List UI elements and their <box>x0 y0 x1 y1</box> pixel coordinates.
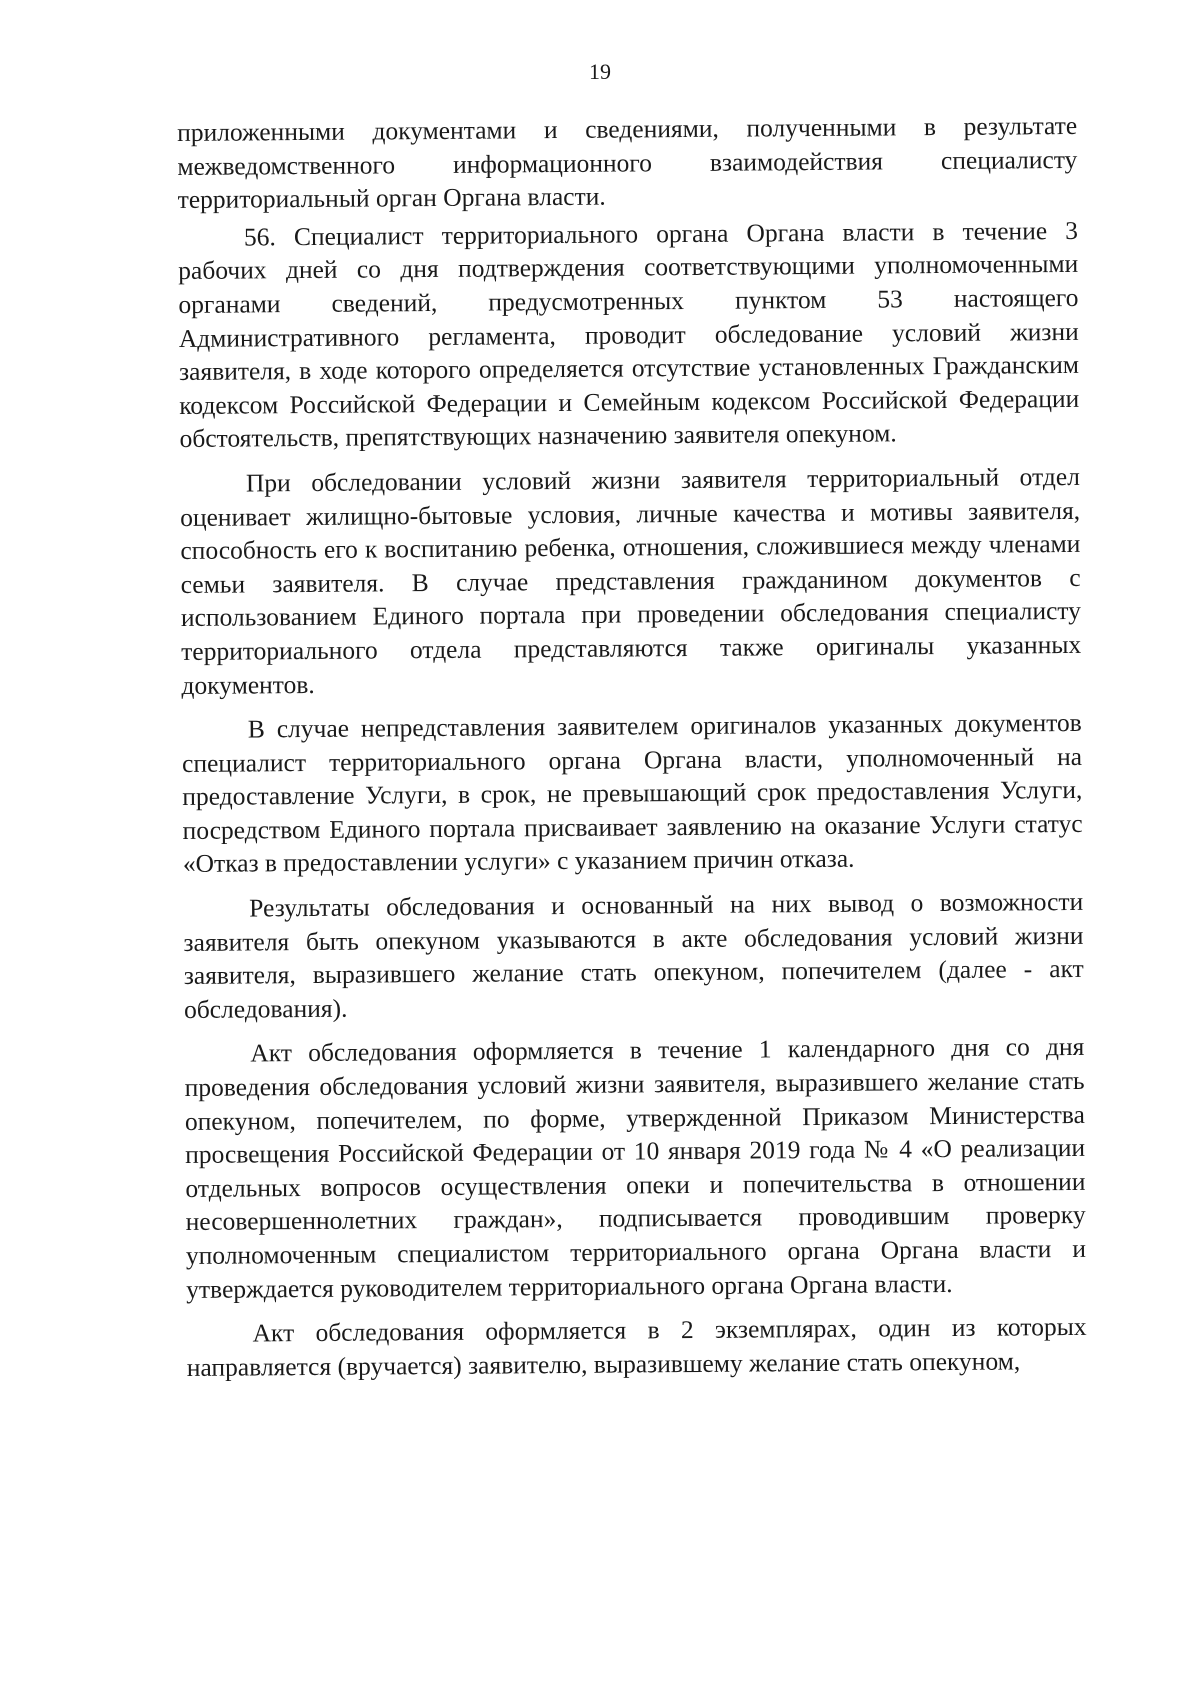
document-body <box>177 109 1087 1395</box>
paragraph-continuation: приложенными документами и сведениями, полученными в результате межведомственного информационного взаимодействия специалисту территориальный орган Органа власти. <box>177 110 1078 215</box>
paragraph-item-56: 56. Специалист территориального органа Органа власти в течение 3 рабочих дней со дня подтверждения соответствующими уполномоченными органами сведений, предусмотренных пунктом 53 настоящего Административного регламента, проводит обследование условий жизни заявителя, в ходе которого определяется отсутствие установленных Гражданским кодексом Российской Федерации и Семейным кодексом Российской Федерации обстоятельств, препятствующих назначению заявителя опекуном. <box>178 215 1080 454</box>
page-number: 19 <box>589 59 611 84</box>
paragraph-act-copies: Акт обследования оформляется в 2 экземплярах, один из которых направляется (вручается) заявителю, выразившему желание стать опекуном, <box>186 1312 1087 1382</box>
paragraph-inspection: При обследовании условий жизни заявителя территориальный отдел оценивает жилищно-бытовые условия, личные качества и мотивы заявителя, способность его к воспитанию ребенка, отношения, сложившиеся между членами семьи заявителя. В случае представления гражданином документов с использованием Единого портала при проведении обследования специалисту территориального отдела представляются также оригиналы указанных документов. <box>180 461 1082 700</box>
paragraph-act-issuance: Акт обследования оформляется в течение 1 календарного дня со дня проведения обследования условий жизни заявителя, выразившего желание стать опекуном, попечителем, по форме, утвержденной Приказом Министерства просвещения Российской Федерации от 10 января 2019 года № 4 «О реализации отдельных вопросов осуществления опеки и попечительства в отношении несовершеннолетних граждан», подписывается проводившим проверку уполномоченным специалистом территориального органа Органа власти и утверждается руководителем территориального органа Органа власти. <box>184 1032 1087 1304</box>
paragraph-non-submission: В случае непредставления заявителем оригиналов указанных документов специалист территориального органа Органа власти, уполномоченный на предоставление Услуги, в срок, не превышающий срок предоставления Услуги, посредством Единого портала присваивает заявлению на оказание Услуги статус «Отказ в предоставлении услуги» с указанием причин отказа. <box>181 708 1083 879</box>
paragraph-results: Результаты обследования и основанный на них вывод о возможности заявителя быть опекуном указываются в акте обследования условий жизни заявителя, выразившего желание стать опекуном, попечителем (далее - акт обследования). <box>183 886 1084 1024</box>
